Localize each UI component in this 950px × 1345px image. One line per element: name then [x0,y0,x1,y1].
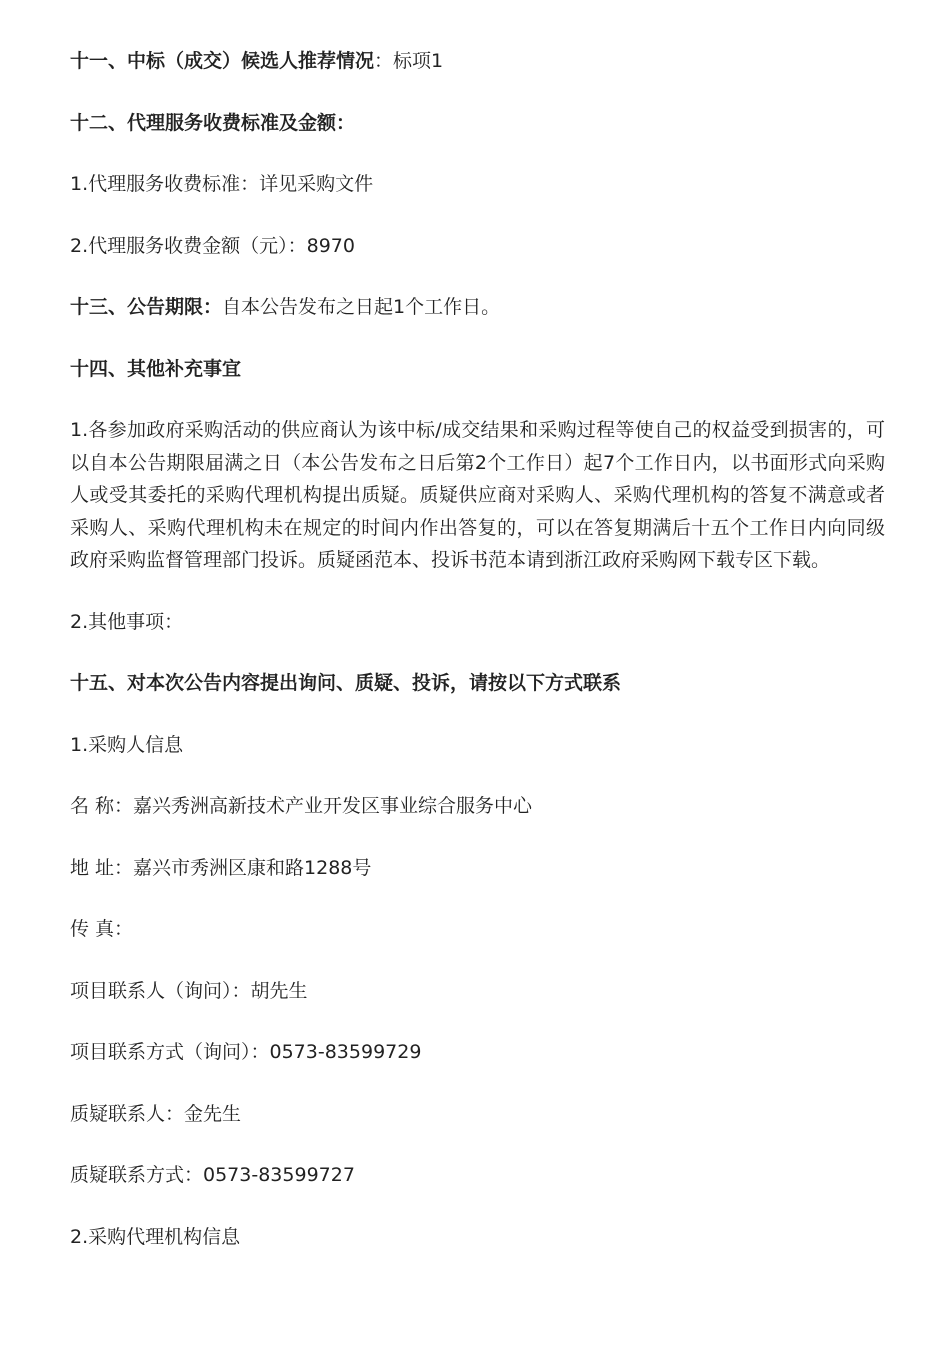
section-13-heading: 十三、公告期限： [70,296,223,318]
inquiry-contact: 项目联系人（询问）：胡先生 [70,979,308,1002]
fee-standard: 1.代理服务收费标准：详见采购文件 [70,173,374,195]
other-matters: 2.其他事项： [70,610,184,633]
section-13-value: 自本公告发布之日起1个工作日。 [222,296,501,318]
section-11 [70,45,885,78]
section-15-heading: 十五、对本次公告内容提出询问、质疑、投诉，请按以下方式联系 [70,672,622,694]
challenge-contact: 质疑联系人：金先生 [70,1102,242,1125]
section-11-heading: 十一、中标（成交）候选人推荐情况 [70,50,375,72]
fee-amount: 2.代理服务收费金额（元）：8970 [70,234,355,257]
inquiry-phone: 项目联系方式（询问）：0573-83599729 [70,1041,422,1063]
purchaser-info-title: 1.采购人信息 [70,733,184,756]
purchaser-name: 名 称：嘉兴秀洲高新技术产业开发区事业综合服务中心 [70,795,533,817]
announcement-body [70,45,885,1282]
purchaser-fax: 传 真： [70,918,134,940]
section-12-heading: 十二、代理服务收费标准及金额： [70,111,356,134]
section-14-heading: 十四、其他补充事宜 [70,357,242,380]
agency-info-title: 2.采购代理机构信息 [70,1225,241,1248]
challenge-phone: 质疑联系方式：0573-83599727 [70,1164,355,1186]
challenge-paragraph: 1.各参加政府采购活动的供应商认为该中标/成交结果和采购过程等使自己的权益受到损害的，可以自本公告期限届满之日（本公告发布之日后第2个工作日）起7个工作日内，以书面形式向采购人或受其委托的采购代理机构提出质疑。质疑供应商对采购人、采购代理机构的答复不满意或者采购人、采购代理机构未在规定的时间内作出答复的，可以在答复期满后十五个工作日内向同级政府采购监督管理部门投诉。质疑函范本、投诉书范本请到浙江政府采购网下载专区下载。 [70,419,885,571]
section-11-value: ：标项1 [374,50,444,72]
section-13 [70,291,885,324]
purchaser-address: 地 址：嘉兴市秀洲区康和路1288号 [70,856,372,879]
